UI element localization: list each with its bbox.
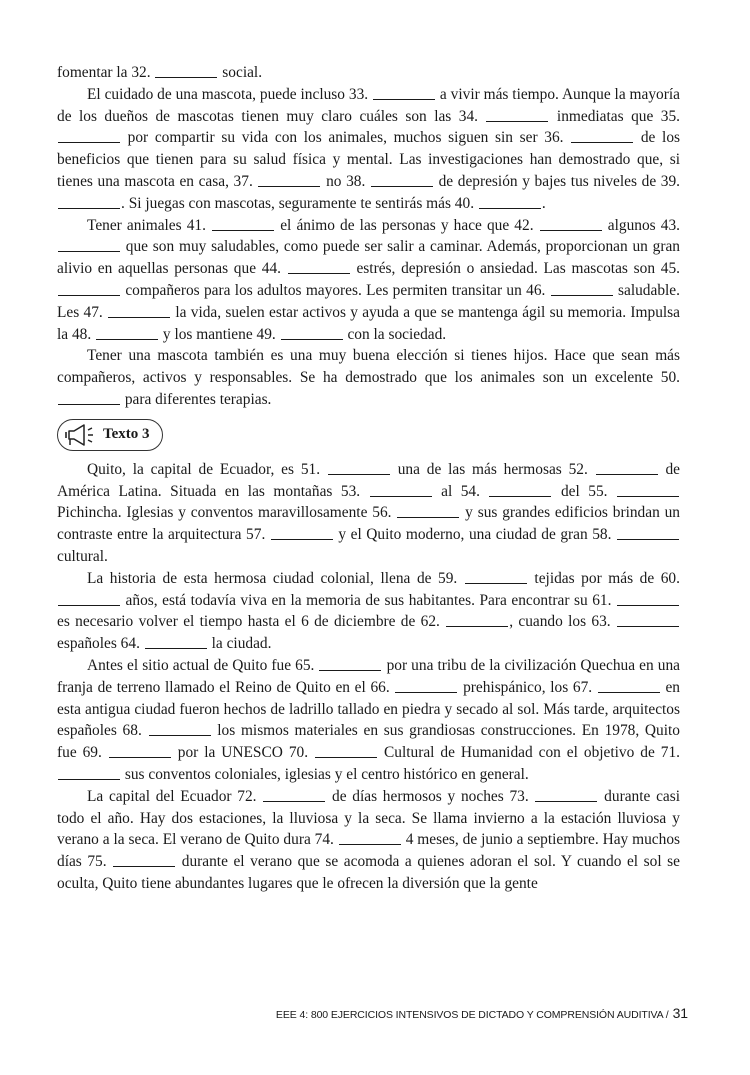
fill-in-blank[interactable] bbox=[617, 591, 679, 606]
text-segment: no 38. bbox=[321, 172, 370, 190]
text-segment: es necesario volver el tiempo hasta el 6 de diciembre de 62. bbox=[57, 613, 446, 631]
text-segment: por compartir su vida con los animales, muchos siguen sin ser 36. bbox=[121, 129, 571, 147]
text-segment: durante casi todo el año. Hay dos estaciones, la lluviosa y la seca. Se llama invierno a la estación lluviosa y verano a la seca. El verano de Quito dura 74. bbox=[57, 787, 680, 849]
fill-in-blank[interactable] bbox=[58, 281, 120, 296]
text-segment: social. bbox=[218, 64, 263, 81]
fill-in-blank[interactable] bbox=[212, 216, 274, 231]
text-segment: con la sociedad. bbox=[343, 325, 447, 343]
text-segment: al 54. bbox=[432, 482, 489, 500]
text-segment: la vida, suelen estar activos y ayuda a que se mantenga ágil su memoria. Impulsa la 48. bbox=[57, 303, 680, 343]
fill-in-blank[interactable] bbox=[486, 107, 548, 122]
fill-in-blank[interactable] bbox=[58, 194, 120, 209]
fill-in-blank[interactable] bbox=[598, 678, 660, 693]
fill-in-blank[interactable] bbox=[58, 390, 120, 405]
fill-in-blank[interactable] bbox=[58, 238, 120, 253]
paragraph bbox=[57, 84, 680, 215]
page-footer bbox=[276, 1005, 688, 1021]
text-segment: , cuando los 63. bbox=[509, 613, 616, 631]
page-body bbox=[57, 62, 680, 895]
speaker-icon bbox=[64, 424, 98, 446]
text-segment: de los beneficios que tienen para su salud física y mental. Las investigaciones han demostrado que, si tienes una mascota en casa, 37. bbox=[57, 129, 680, 190]
fill-in-blank[interactable] bbox=[281, 325, 343, 340]
fill-in-blank[interactable] bbox=[319, 656, 381, 671]
text-segment: Cultural de Humanidad con el objetivo de 71. bbox=[378, 744, 680, 762]
paragraph bbox=[57, 459, 680, 568]
fill-in-blank[interactable] bbox=[596, 460, 658, 475]
text-segment: . bbox=[541, 194, 546, 212]
text-segment: de América Latina. Situada en las montañas 53. bbox=[57, 460, 681, 500]
text-segment: durante el verano que se acomoda a quienes adoran el sol. Y cuando el sol se oculta, Quito tiene abundantes lugares que le ofrecen la diversión que la gente bbox=[57, 853, 680, 892]
text-segment: fomentar la 32. bbox=[57, 64, 155, 81]
text-segment: Quito, la capital de Ecuador, es 51. bbox=[87, 460, 327, 478]
paragraph bbox=[57, 655, 680, 786]
fill-in-blank[interactable] bbox=[96, 325, 158, 340]
fill-in-blank[interactable] bbox=[328, 460, 390, 475]
text-2-continuation bbox=[57, 62, 680, 411]
text-segment: Antes el sitio actual de Quito fue 65. bbox=[87, 656, 319, 674]
fill-in-blank[interactable] bbox=[109, 743, 171, 758]
text-segment: La capital del Ecuador 72. bbox=[87, 787, 263, 805]
text-segment: tejidas por más de 60. bbox=[527, 569, 680, 587]
text-segment: el ánimo de las personas y hace que 42. bbox=[275, 216, 539, 234]
fill-in-blank[interactable] bbox=[551, 281, 613, 296]
text-segment: los mismos materiales en sus grandiosas construcciones. En 1978, Quito fue 69. bbox=[57, 722, 680, 762]
fill-in-blank[interactable] bbox=[145, 634, 207, 649]
text-segment: Tener una mascota también es una muy buena elección si tienes hijos. Hace que sean más compañeros, activos y responsables. Se ha demostrado que los animales son un excelente 50. bbox=[57, 347, 680, 387]
fill-in-blank[interactable] bbox=[288, 259, 350, 274]
fill-in-blank[interactable] bbox=[315, 743, 377, 758]
text-segment: 4 meses, de junio a septiembre. Hay muchos días 75. bbox=[57, 831, 681, 871]
text-3-body bbox=[57, 459, 680, 895]
text-segment: que son muy saludables, como puede ser salir a caminar. Además, proporcionan un gran alivio en aquellas personas que 44. bbox=[57, 238, 680, 278]
fill-in-blank[interactable] bbox=[540, 216, 602, 231]
text-segment: la ciudad. bbox=[207, 635, 272, 653]
fill-in-blank[interactable] bbox=[395, 678, 457, 693]
fill-in-blank[interactable] bbox=[465, 569, 527, 584]
text-segment: en esta antigua ciudad fueron hechos de ladrillo tallado en piedra y secado al sol. Más tarde, arquitectos españoles 68. bbox=[57, 678, 681, 740]
page-number: 31 bbox=[672, 1005, 688, 1021]
section-header bbox=[57, 411, 680, 459]
paragraph bbox=[57, 568, 680, 655]
text-segment: Pichincha. Iglesias y conventos maravillosamente 56. bbox=[57, 504, 397, 522]
text-segment: para diferentes terapias. bbox=[121, 390, 272, 408]
text-segment: años, está todavía viva en la memoria de sus habitantes. Para encontrar su 61. bbox=[121, 591, 616, 609]
text-segment: algunos 43. bbox=[602, 216, 681, 234]
text-segment: prehispánico, los 67. bbox=[458, 678, 597, 696]
fill-in-blank[interactable] bbox=[370, 482, 432, 497]
fill-in-blank[interactable] bbox=[58, 591, 120, 606]
text-segment: y sus grandes edificios brindan un contraste entre la arquitectura 57. bbox=[57, 504, 680, 544]
text-segment: inmediatas que 35. bbox=[549, 107, 680, 125]
fill-in-blank[interactable] bbox=[149, 721, 211, 736]
text-segment: y el Quito moderno, una ciudad de gran 58. bbox=[333, 526, 616, 544]
paragraph bbox=[57, 62, 680, 84]
fill-in-blank[interactable] bbox=[58, 129, 120, 144]
texto-3-label: Texto 3 bbox=[103, 426, 150, 443]
text-segment: compañeros para los adultos mayores. Les permiten transitar un 46. bbox=[121, 281, 550, 299]
text-segment: por la UNESCO 70. bbox=[171, 744, 315, 762]
text-segment: . Si juegas con mascotas, seguramente te sentirás más 40. bbox=[121, 194, 478, 212]
paragraph bbox=[57, 215, 680, 346]
fill-in-blank[interactable] bbox=[373, 85, 435, 100]
text-segment: del 55. bbox=[552, 482, 616, 500]
text-segment: sus conventos coloniales, iglesias y el centro histórico en general. bbox=[121, 765, 529, 783]
text-segment: saludable. Les 47. bbox=[57, 281, 680, 321]
fill-in-blank[interactable] bbox=[271, 525, 333, 540]
text-segment: de depresión y bajes tus niveles de 39. bbox=[433, 172, 681, 190]
fill-in-blank[interactable] bbox=[113, 852, 175, 867]
fill-in-blank[interactable] bbox=[58, 765, 120, 780]
paragraph bbox=[57, 786, 680, 895]
fill-in-blank[interactable] bbox=[535, 787, 597, 802]
text-segment: y los mantiene 49. bbox=[159, 325, 280, 343]
paragraph bbox=[57, 345, 680, 410]
text-segment: una de las más hermosas 52. bbox=[390, 460, 595, 478]
text-segment: Tener animales 41. bbox=[87, 216, 212, 234]
fill-in-blank[interactable] bbox=[489, 482, 551, 497]
text-segment: estrés, depresión o ansiedad. Las mascotas son 45. bbox=[350, 260, 680, 278]
fill-in-blank[interactable] bbox=[339, 830, 401, 845]
fill-in-blank[interactable] bbox=[155, 63, 217, 78]
text-segment: El cuidado de una mascota, puede incluso 33. bbox=[87, 85, 373, 103]
fill-in-blank[interactable] bbox=[617, 612, 679, 627]
text-segment: La historia de esta hermosa ciudad colonial, llena de 59. bbox=[87, 569, 464, 587]
fill-in-blank[interactable] bbox=[617, 482, 679, 497]
fill-in-blank[interactable] bbox=[397, 503, 459, 518]
fill-in-blank[interactable] bbox=[479, 194, 541, 209]
footer-title: EEE 4: 800 EJERCICIOS INTENSIVOS DE DICTADO Y COMPRENSIÓN AUDITIVA / bbox=[275, 1009, 669, 1021]
text-segment: cultural. bbox=[57, 547, 108, 565]
text-segment: de días hermosos y noches 73. bbox=[326, 787, 535, 805]
fill-in-blank[interactable] bbox=[617, 525, 679, 540]
fill-in-blank[interactable] bbox=[108, 303, 170, 318]
text-segment: españoles 64. bbox=[57, 635, 144, 653]
texto-3-badge[interactable] bbox=[57, 419, 163, 451]
fill-in-blank[interactable] bbox=[371, 172, 433, 187]
fill-in-blank[interactable] bbox=[571, 129, 633, 144]
fill-in-blank[interactable] bbox=[263, 787, 325, 802]
fill-in-blank[interactable] bbox=[446, 612, 508, 627]
text-segment: a vivir más tiempo. Aunque la mayoría de los dueños de mascotas tienen muy claro cuáles son las 34. bbox=[57, 85, 680, 125]
text-segment: por una tribu de la civilización Quechua en una franja de terreno llamado el Reino de Quito en el 66. bbox=[57, 656, 680, 696]
fill-in-blank[interactable] bbox=[258, 172, 320, 187]
